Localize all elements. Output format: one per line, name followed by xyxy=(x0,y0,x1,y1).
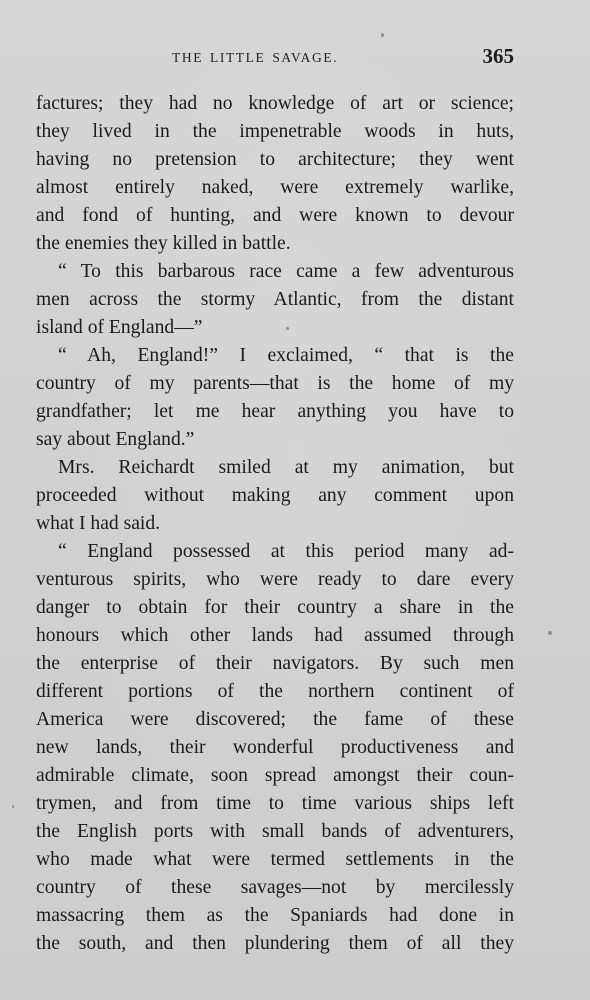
text-line: the enterprise of their navigators. By such men xyxy=(36,653,514,674)
text-line: admirable climate, soon spread amongst their coun- xyxy=(36,765,514,786)
text-line: factures; they had no knowledge of art or science; xyxy=(36,93,514,114)
text-line: men across the stormy Atlantic, from the distant xyxy=(36,289,514,310)
text-line: “ Ah, England!” I exclaimed, “ that is the xyxy=(58,345,514,366)
text-line: island of England—” xyxy=(36,317,203,338)
text-line: America were discovered; the fame of these xyxy=(36,709,514,730)
text-line: what I had said. xyxy=(36,513,161,534)
text-line: country of my parents—that is the home of my xyxy=(36,373,514,394)
text-line: Mrs. Reichardt smiled at my animation, but xyxy=(58,457,514,478)
text-line: the south, and then plundering them of all they xyxy=(36,933,514,954)
body-text xyxy=(36,90,514,958)
text-line: “ To this barbarous race came a few adventurous xyxy=(58,261,514,282)
text-line: who made what were termed settlements in the xyxy=(36,849,514,870)
text-line: danger to obtain for their country a share in the xyxy=(36,597,514,618)
text-line: almost entirely naked, were extremely warlike, xyxy=(36,177,514,198)
running-title: THE LITTLE SAVAGE. xyxy=(172,50,339,65)
text-line: venturous spirits, who were ready to dare every xyxy=(36,569,514,590)
text-line: the English ports with small bands of adventurers, xyxy=(36,821,514,842)
paper-speck xyxy=(286,327,289,330)
running-head xyxy=(36,44,514,72)
paper-speck xyxy=(12,805,14,808)
text-line: having no pretension to architecture; they went xyxy=(36,149,514,170)
text-line: proceeded without making any comment upon xyxy=(36,485,514,506)
text-line: new lands, their wonderful productiveness and xyxy=(36,737,514,758)
page-number: 365 xyxy=(482,44,514,68)
paper-speck xyxy=(548,631,552,635)
text-line: “ England possessed at this period many ad- xyxy=(58,541,514,562)
text-line: the enemies they killed in battle. xyxy=(36,233,291,254)
text-line: they lived in the impenetrable woods in huts, xyxy=(36,121,514,142)
text-line: trymen, and from time to time various ships left xyxy=(36,793,514,814)
text-line: and fond of hunting, and were known to devour xyxy=(36,205,514,226)
text-line: honours which other lands had assumed through xyxy=(36,625,514,646)
text-line: different portions of the northern continent of xyxy=(36,681,514,702)
text-line: say about England.” xyxy=(36,429,195,450)
paper-speck xyxy=(381,33,384,37)
text-line: grandfather; let me hear anything you have to xyxy=(36,401,514,422)
text-line: country of these savages—not by mercilessly xyxy=(36,877,514,898)
text-line: massacring them as the Spaniards had done in xyxy=(36,905,514,926)
